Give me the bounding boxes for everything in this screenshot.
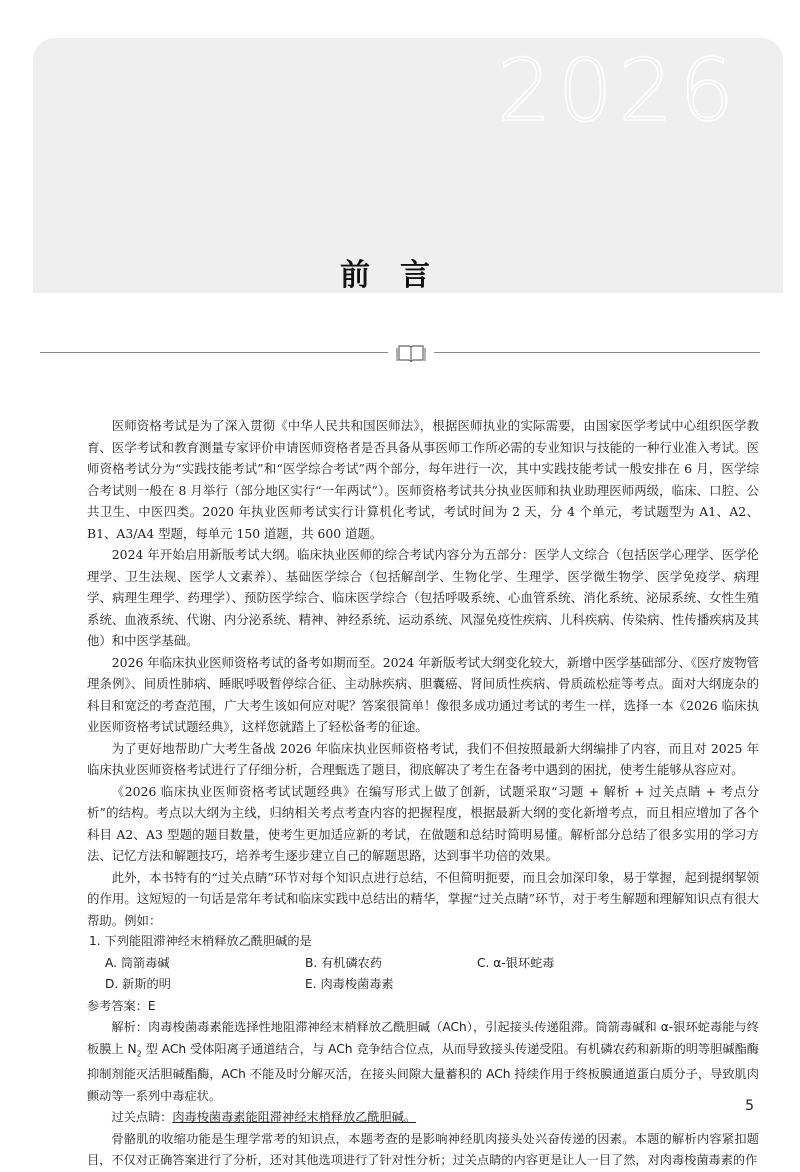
keypoint-text: 肉毒梭菌毒素能阻滞神经末梢释放乙酰胆碱。	[172, 1110, 417, 1125]
keypoint	[87, 1107, 759, 1129]
paragraph-1: 医师资格考试是为了深入贯彻《中华人民共和国医师法》，根据医师执业的实际需要，由国家医学考试中心组织医学教育、医学考试和教育测量专家评价申请医师资格者是否具备从事医师工作所必需的专业知识与技能的一种行业准入考试。医师资格考试分为“实践技能考试”和“医学综合考试”两个部分，每年进行一次，其中实践技能考试一般安排在 6 月，医学综合考试则一般在 8 月举行（部分地区实行“一年两试”）。医师资格考试共分执业医师和执业助理医师两级，临床、口腔、公共卫生、中医四类。2020 年执业医师考试实行计算机化考试，考试时间为 2 天，分 4 个单元，考试题型为 A1、A2、B1、A3/A4 型题，每单元 150 道题，共 600 道题。	[87, 418, 759, 541]
paragraph-4: 为了更好地帮助广大考生备战 2026 年临床执业医师资格考试，我们不但按照最新大纲编排了内容，而且对 2025 年临床执业医师资格考试进行了仔细分析，合理甄选了题目，彻底解决了考生在备考中遇到的困扰，使考生能够从容应对。	[87, 740, 759, 777]
option-b: B. 有机磷农药	[305, 955, 383, 970]
year-watermark: 2026	[497, 41, 740, 141]
analysis-subscript: 2	[136, 1048, 142, 1058]
closing-paragraph: 骨骼肌的收缩功能是生理学常考的知识点，本题考查的是影响神经肌肉接头处兴奋传递的因素。本题的解析内容紧扣题目，不仅对正确答案进行了分析，还对其他选项进行了针对性分析；过关点睛的内容更是让人一目了然，对肉毒梭菌毒素的作	[87, 1131, 759, 1168]
paragraph-6: 此外，本书特有的“过关点睛”环节对每个知识点进行总结，不但简明扼要，而且会加深印象，易于掌握，起到提纲挈领的作用。这短短的一句话是常年考试和临床实践中总结出的精华，掌握“过关点睛”环节，对于考生解题和理解知识点有很大帮助。例如：	[87, 869, 759, 928]
analysis-part-1: 解析：肉毒梭菌毒素能选择性地阻滞神经末梢释放乙酰胆碱（ACh），引起接头传递阻滞。筒箭毒碱和 α-银环蛇毒能与终板膜上 N	[87, 1020, 759, 1056]
option-d: D. 新斯的明	[105, 977, 171, 991]
page-number: 5	[745, 1098, 754, 1114]
keypoint-label: 过关点睛：	[111, 1110, 173, 1125]
divider-right	[434, 352, 760, 353]
preface-body	[87, 415, 759, 1172]
analysis-part-2: 型 ACh 受体阳离子通道结合，与 ACh 竞争结合位点，从而导致接头传递受阻。有机磷农药和新斯的明等胆碱酯酶抑制剂能灭活胆碱酯酶，ACh 不能及时分解灭活，在接头间隙大量蓄积的 ACh 持续作用于终板膜通道蛋白质分子，导致肌肉颤动等一系列中毒症状。	[87, 1041, 759, 1103]
answer-line: 参考答案：E	[87, 998, 156, 1013]
paragraph-3: 2026 年临床执业医师资格考试的备考如期而至。2024 年新版考试大纲变化较大，新增中医学基础部分、《医疗废物管理条例》、间质性肺病、睡眠呼吸暂停综合征、主动脉疾病、胆囊癌、肾间质性疾病、骨质疏松症等考点。面对大纲庞杂的科目和宽泛的考查范围，广大考生该如何应对呢？答案很简单！像很多成功通过考试的考生一样，选择一本《2026 临床执业医师资格考试试题经典》，这样您就踏上了轻松备考的征途。	[87, 654, 759, 734]
analysis	[87, 1017, 759, 1107]
paragraph-2: 2024 年开始启用新版考试大纲。临床执业医师的综合考试内容分为五部分：医学人文综合（包括医学心理学、医学伦理学、卫生法规、医学人文素养）、基础医学综合（包括解剖学、生物化学、生理学、医学微生物学、医学免疫学、病理学、病理生理学、药理学）、预防医学综合、临床医学综合（包括呼吸系统、心血管系统、消化系统、泌尿系统、女性生殖系统、血液系统、代谢、内分泌系统、精神、神经系统、运动系统、风湿免疫性疾病、儿科疾病、传染病、性传播疾病及其他）和中医学基础。	[87, 547, 759, 648]
option-a: A. 筒箭毒碱	[105, 955, 170, 970]
paragraph-5: 《2026 临床执业医师资格考试试题经典》在编写形式上做了创新，试题采取“习题 + 解析 + 过关点睛 + 考点分析”的结构。考点以大纲为主线，归纳相关考点考查内容的把握程度，根据最新大纲的变化新增考点，而且相应增加了各个科目 A2、A3 型题的题目数量，使考生更加适应新的考试，在做题和总结时简明易懂。解析部分总结了很多实用的学习方法、记忆方法和解题技巧，培养考生逐步建立自己的解题思路，达到事半功倍的效果。	[87, 783, 759, 863]
page-title: 前言	[340, 258, 460, 293]
question-options	[105, 953, 759, 996]
question-stem: 1. 下列能阻滞神经末梢释放乙酰胆碱的是	[89, 934, 312, 948]
option-c: C. α-银环蛇毒	[477, 955, 555, 970]
divider-left	[40, 352, 388, 353]
example-question	[87, 931, 759, 1017]
book-icon	[396, 343, 426, 363]
option-e: E. 肉毒梭菌毒素	[305, 977, 394, 991]
